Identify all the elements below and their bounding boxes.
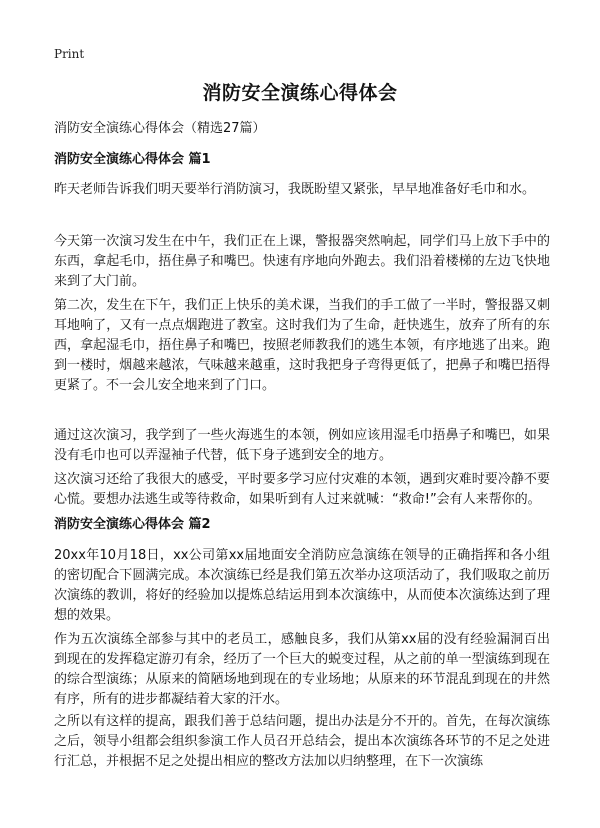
paragraph: 作为五次演练全部参与其中的老员工，感触良多，我们从第xx届的没有经验漏洞百出到现在的发挥稳定游刃有余，经历了一个巨大的蜕变过程，从之前的单一型演练到现在的综合型演练；从原来的简陋场地到现在的专业场地；从原来的环节混乱到现在的井然有序，所有的进步都凝结着大家的汗水。 [54, 632, 550, 707]
document-title: 消防安全演练心得体会 [202, 82, 398, 104]
paragraph: 第二次，发生在下午，我们正上快乐的美术课，当我们的手工做了一半时，警报器又刺耳地响了，又有一点点烟跑进了教室。这时我们为了生命，赶快逃生，放弃了所有的东西，拿起湿毛巾，捂住鼻子和嘴巴，按照老师教我们的逃生本领，有序地逃了出来。跑到一楼时，烟越来越浓，气味越来越重，这时我把身子弯得更低了，把鼻子和嘴巴捂得更紧了。不一会儿安全地来到了门口。 [54, 298, 550, 393]
paragraph: 昨天老师告诉我们明天要举行消防演习，我既盼望又紧张，早早地准备好毛巾和水。 [54, 182, 536, 197]
paragraph: 20xx年10月18日，xx公司第xx届地面安全消防应急演练在领导的正确指挥和各小组的密切配合下圆满完成。本次演练已经是我们第五次举办这项活动了，我们吸取之前历次演练的教训，将好的经验加以提炼总结运用到本次演练中，从而使本次演练达到了理想的效果。 [54, 548, 550, 623]
section-heading-2: 消防安全演练心得体会 篇2 [54, 517, 211, 532]
paragraph: 通过这次演习，我学到了一些火海逃生的本领，例如应该用湿毛巾捂鼻子和嘴巴，如果没有毛巾也可以弄湿袖子代替，低下身子逃到安全的地方。 [54, 428, 550, 463]
document-subtitle: 消防安全演练心得体会（精选27篇） [54, 121, 266, 136]
paragraph: 之所以有这样的提高，跟我们善于总结问题，提出办法是分不开的。首先，在每次演练之后，领导小组都会组织参演工作人员召开总结会，提出本次演练各环节的不足之处进行汇总，并根据不足之处提出相应的整改方法加以归纳整理，在下一次演练 [54, 714, 550, 769]
print-link[interactable]: Print [54, 47, 85, 61]
section-heading-1: 消防安全演练心得体会 篇1 [54, 152, 211, 167]
paragraph: 今天第一次演习发生在中午，我们正在上课，警报器突然响起，同学们马上放下手中的东西，拿起毛巾，捂住鼻子和嘴巴。快速有序地向外跑去。我们沿着楼梯的左边飞快地来到了大门前。 [54, 234, 550, 289]
paragraph: 这次演习还给了我很大的感受，平时要多学习应付灾难的本领，遇到灾难时要冷静不要心慌。要想办法逃生或等待救命，如果听到有人过来就喊：“救命!”会有人来帮你的。 [54, 472, 550, 507]
